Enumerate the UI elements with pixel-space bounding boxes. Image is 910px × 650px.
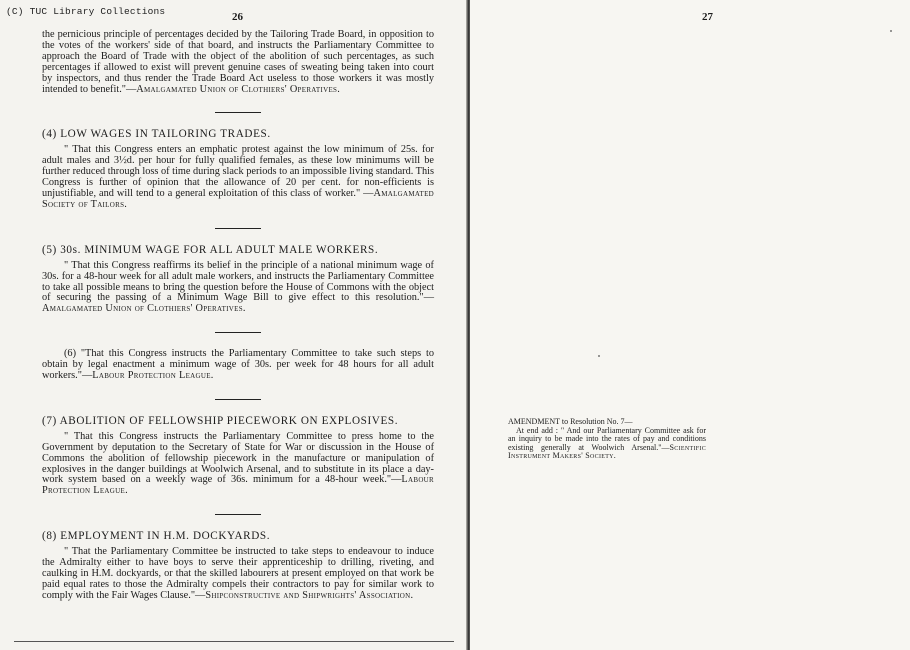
continuation-text: the pernicious principle of percentages decided by the Tailoring Trade Board, in opposition to the votes of the workers' side of that board, and instructs the Parliamentary Committee to approach the Board of Trade with the object of the abolition of such percentages, as such percentages if allowed to exist will prevent genuine cases of sweating being taken into court by inspectors, and thus render the Trade Board Act useless to those workers it was mostly intended to benefit."— bbox=[42, 29, 434, 95]
section-6-text: (6) "That this Congress instructs the Parliamentary Committee to take such steps to obtain by legal enactment a minimum wage of 30s. per week for 48 hours for all adult workers."— bbox=[42, 348, 434, 382]
section-divider bbox=[215, 399, 261, 400]
amendment-paragraph bbox=[508, 427, 706, 461]
continuation-paragraph bbox=[42, 30, 434, 95]
section-5-paragraph bbox=[42, 261, 434, 316]
section-4-source: Amalgamated Society of Tailors. bbox=[42, 187, 434, 210]
section-5-text: " That this Congress reaffirms its belief in the principle of a national minimum wage of 30s. for a 48-hour week for all adult male workers, and instructs the Parliamentary Committee to take all possible means to bring the question before the House of Commons with the object of securing the passing of a Minimum Wage Bill to give effect to this resolution."— bbox=[42, 259, 434, 304]
section-7-paragraph bbox=[42, 432, 434, 497]
section-5-heading: (5) 30s. MINIMUM WAGE FOR ALL ADULT MALE WORKERS. bbox=[42, 243, 379, 256]
page-number-left: 26 bbox=[232, 11, 243, 23]
left-page-text bbox=[42, 30, 434, 602]
amendment-text: At end add : " And our Parliamentary Committee ask for an inquiry to be made into the rates of pay and conditions existing generally at Woolwich Arsenal."— bbox=[508, 425, 706, 452]
section-4-text: " That this Congress enters an emphatic protest against the low minimum of 25s. for adult males and 3½d. per hour for fully qualified females, as these low minimums will be further reduced through loss of time during slack periods to an impossible living standard. This Congress is further of opinion that the allowance of 20 per cent. for non-efficients is unjustifiable, and will tend to a general exploitation of this class of worker." — bbox=[42, 144, 434, 199]
collection-watermark: (C) TUC Library Collections bbox=[6, 6, 166, 17]
page-bottom-edge bbox=[14, 641, 454, 642]
section-4-heading: (4) LOW WAGES IN TAILORING TRADES. bbox=[42, 128, 271, 141]
section-7-heading: (7) ABOLITION OF FELLOWSHIP PIECEWORK ON EXPLOSIVES. bbox=[42, 414, 399, 427]
section-8-source: Shipconstructive and Shipwrights' Association. bbox=[205, 589, 414, 601]
section-8-heading: (8) EMPLOYMENT IN H.M. DOCKYARDS. bbox=[42, 530, 271, 543]
section-divider bbox=[215, 332, 261, 333]
section-divider bbox=[215, 514, 261, 515]
section-4-paragraph bbox=[42, 145, 434, 210]
section-divider bbox=[215, 112, 261, 113]
section-5-source: Amalgamated Union of Clothiers' Operatives. bbox=[42, 303, 246, 315]
right-page bbox=[470, 0, 910, 650]
amendment-source: Scientific Instrument Makers' Society. bbox=[508, 442, 706, 461]
section-divider bbox=[215, 228, 261, 229]
paper-speck bbox=[890, 30, 892, 32]
continuation-source: Amalgamated Union of Clothiers' Operatives. bbox=[136, 83, 341, 95]
section-6-source: Labour Protection League. bbox=[92, 370, 214, 382]
section-6-paragraph bbox=[42, 349, 434, 382]
amendment-heading: AMENDMENT to Resolution No. 7— bbox=[508, 417, 633, 426]
section-7-text: " That this Congress instructs the Parliamentary Committee to press home to the Government by deputation to the Secretary of State for War or discussion in the House of Commons the abolition of fellowship piecework in the manufacture or manipulation of explosives in the danger buildings at Woolwich Arsenal, and to substitute in its place a day-work system based on a weekly wage of 36s. minimum for a 48-hour week."— bbox=[42, 430, 434, 486]
section-8-text: " That the Parliamentary Committee be instructed to take steps to endeavour to induce the Admiralty either to have boys to serve their apprenticeship to drilling, riveting, and caulking in H.M. dockyards, or that the skilled labourers at present employed on that work be paid equal rates to those the Admiralty compels their contractors to pay for similar work to comply with the Fair Wages Clause."— bbox=[42, 546, 434, 601]
section-7-source: Labour Protection League. bbox=[42, 474, 434, 497]
section-8-paragraph bbox=[42, 547, 434, 602]
amendment-note bbox=[508, 418, 706, 461]
page-number-right: 27 bbox=[702, 11, 713, 23]
paper-speck bbox=[598, 355, 600, 357]
